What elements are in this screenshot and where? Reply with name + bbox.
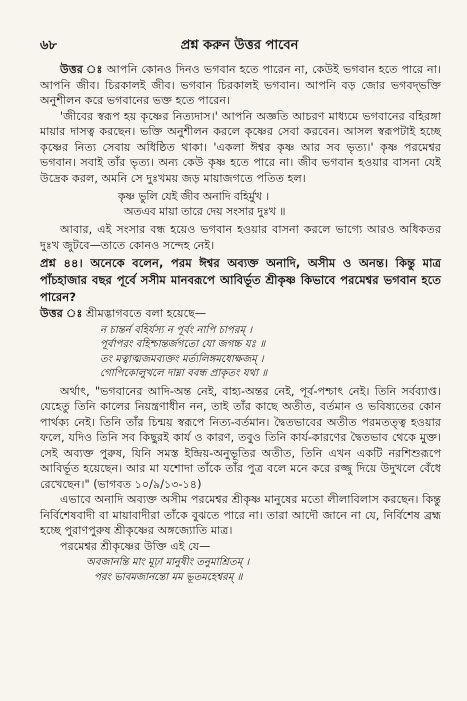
- paragraph-6: পরমেশ্বর শ্রীকৃষ্ণের উক্তি এই যে—: [60, 539, 211, 553]
- question-44: [40, 255, 441, 306]
- sloka-1: [40, 324, 441, 382]
- page-body: [40, 62, 441, 588]
- verse-line: কৃষ্ণ ভুলি যেই জীব অনাদি বহির্মুখ ।: [118, 190, 270, 203]
- running-title: প্রশ্ন করুন উত্তর পাবেন: [180, 38, 299, 53]
- answer-label: উত্তর ঃ: [60, 63, 103, 76]
- question-label: প্রশ্ন ৪৪।: [40, 256, 83, 270]
- answer-text: আপনি কোনও দিনও ভগবান হতে পারেন না, কেউই ভগবান হতে পারে না। আপনি জীব। চিরকালই জীব। ভগবান চিরকালই ভগবান। আপনি বড় জোর ভগবদ্‌ভক্তি অনুশীলন করে ভগবানের ভক্ত হতে পারেন।: [40, 63, 441, 107]
- question-text: অনেকে বলেন, পরম ঈশ্বর অব্যক্ত অনাদি, অসীম ও অনন্ত। কিন্তু মাত্র পাঁচহাজার বছর পূর্বে সসীম মানবরূপে আবির্ভূত শ্রীকৃষ্ণ কিভাবে পরমেশ্বর ভগবান হতে পারেন?: [40, 256, 441, 304]
- sloka-line: গোপিকোলুখলে দাম্না ববন্ধ প্রাকৃতং যথা ॥: [100, 368, 268, 380]
- answer-paragraph-1: [40, 62, 441, 109]
- answer-paragraph-2: [40, 306, 441, 322]
- paragraph-5: এভাবে অনাদি অব্যক্ত অসীম পরমেশ্বর শ্রীকৃষ্ণ মানুষের মতো লীলাবিলাস করছেন। কিন্তু নির্বিশেষবাদী বা মায়াবাদীরা তাঁকে বুঝতে পারে না। তারা আদৌ জানে না যে, নির্বিশেষ ব্রহ্ম হচ্ছে পুরাণপুরুষ শ্রীকৃষ্ণের অঙ্গজ্যোতি মাত্র।: [40, 493, 441, 538]
- paragraph-2: 'জীবের স্বরূপ হয় কৃষ্ণের নিত্যদাস।' আপনি অজ্ঞতি আচরণ মাধ্যমে ভগবানের বহিরঙ্গা মায়ার দাসত্ব করছেন। ভক্তি অনুশীলন করলে কৃষ্ণের সেবা করবেন। আসল স্বরূপটাই হচ্ছে কৃষ্ণের নিত্য সেবায় অধিষ্ঠিত থাকা। 'একলা ঈশ্বর কৃষ্ণ আর সব ভৃত্য।' কৃষ্ণ পরমেশ্বর ভগবান। সবাই তাঁর ভৃত্য। অন্য কেউ কৃষ্ণ হতে পারে না। জীব ভগবান হওয়ার বাসনা যেই উদ্রেক করল, অমনি সে দুঃখময় জড় মায়াজগতে পতিত হল।: [40, 109, 441, 185]
- sloka-line: অবজানন্তি মাং মূঢ়া মানুষীং তনুমাশ্রিতম্ ।: [86, 557, 250, 569]
- paragraph-4: অর্থাৎ, "ভগবানের আদি-অন্ত নেই, বাহ্য-অন্তর নেই, পূর্ব-পশ্চাৎ নেই। তিনি সর্বব্যাপ্ত। যেহেতু তিনি কালের নিয়ন্ত্রণাধীন নন, তাই তাঁর কাছে অতীত, বর্তমান ও ভবিষ্যতের কোন পার্থক্য নেই। তিনি তাঁর চিন্ময় স্বরূপে নিত্য-বর্তমান। দ্বৈতভাবের অতীত পরমতত্ত্ব হওয়ার ফলে, যদিও তিনি সব কিছুরই কার্য ও কারণ, তবুও তিনি কার্য-কারণের দ্বৈতভাব থেকে মুক্ত। সেই অব্যক্ত পুরুষ, যিনি সমস্ত ইন্দ্রিয়-অনুভূতির অতীত, তিনি এখন একটি নরশিশুরূপে আবির্ভূত হয়েছেন। আর মা যশোদা তাঁকে তাঁর পুত্র বলে মনে করে রজ্জু দিয়ে উদুখলে বেঁধে রেখেছেন।" (ভাগবত ১০/৯/১৩-১৪): [40, 384, 441, 491]
- verse-line: অতএব মায়া তারে দেয় সংসার দুঃখ ॥: [124, 205, 286, 218]
- answer-text-2: শ্রীমদ্ভাগবতে বলা হয়েছে—: [85, 307, 207, 320]
- page-number: ৬৮: [40, 38, 57, 53]
- page-header: [40, 36, 439, 52]
- verse-1: [40, 189, 441, 219]
- sloka-line: পরং ভাবমজানন্তো মম ভূতমহেশ্বরম্ ॥: [94, 571, 243, 583]
- sloka-line: তং মত্বাত্মজমব্যক্তং মর্ত্যলিঙ্গমধোক্ষজম্ ।: [100, 353, 264, 365]
- sloka-2: [40, 556, 441, 585]
- paragraph-3: আবার, এই সংসার বন্ধ হয়েও ভগবান হওয়ার বাসনা করলে ভাগ্যে আরও অধিকতর দুঃখ জুটবে—তাতে কোনও সন্দেহ নেই।: [40, 223, 441, 252]
- sloka-line: ন চান্তর্ন বহির্যস্য ন পূর্বং নাপি চাপরম্ ।: [100, 324, 252, 336]
- sloka-line: পূর্বাপরং বহিশ্চান্তর্জগতো যো জগচ্চ যঃ ॥: [100, 339, 266, 351]
- answer-label-2: উত্তর ঃ: [40, 307, 83, 320]
